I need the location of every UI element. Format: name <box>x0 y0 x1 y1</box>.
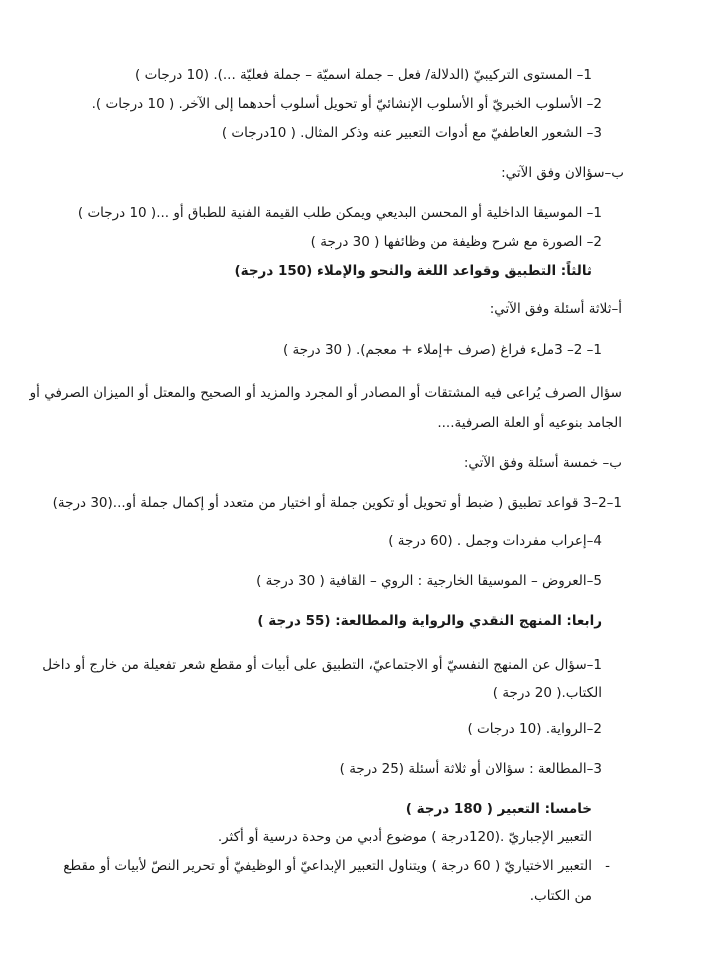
section-heading: ب–سؤالان وفق الآتي: <box>501 165 624 181</box>
text-line: 1–2–3 قواعد تطبيق ( ضبط أو تحويل أو تكوين جملة أو اختيار من متعدد أو إكمال جملة أو...(30 درجة) <box>52 495 622 511</box>
text-line: الجامد بنوعيه أو العلة الصرفية.... <box>437 415 622 431</box>
text-line: 5–العروض – الموسيقا الخارجية : الروي – القافية ( 30 درجة ) <box>256 573 602 589</box>
section-heading: ثالثاً: التطبيق وقواعد اللغة والنحو والإملاء (150 درجة) <box>234 263 592 279</box>
section-heading: أ–ثلاثة أسئلة وفق الآتي: <box>489 301 622 317</box>
text-line: 3–المطالعة : سؤالان أو ثلاثة أسئلة (25 درجة ) <box>339 761 602 777</box>
text-line: 1– الموسيقا الداخلية أو المحسن البديعي ويمكن طلب القيمة الفنية للطباق أو ...( 10 درجات ) <box>77 205 602 221</box>
text-line: التعبير الإجباريّ .(120درجة ) موضوع أدبي من وحدة درسية أو أكثر. <box>217 829 592 845</box>
text-line: 3– الشعور العاطفيّ مع أدوات التعبير عنه وذكر المثال. ( 10درجات ) <box>221 125 602 141</box>
text-line: 4–إعراب مفردات وجمل . (60 درجة ) <box>388 533 602 549</box>
section-heading: رابعا: المنهج النقدي والرواية والمطالعة: (55 درجة ) <box>257 613 602 629</box>
text-line: التعبير الاختياريّ ( 60 درجة ) ويتناول التعبير الإبداعيّ أو الوظيفيّ أو تحرير النصّ لأبيات أو مقطع <box>63 858 592 874</box>
text-line: 1–سؤال عن المنهج النفسيّ أو الاجتماعيّ، التطبيق على أبيات أو مقطع شعر تفعيلة من خارج أو داخل <box>42 657 602 673</box>
text-line: من الكتاب. <box>529 888 592 904</box>
section-heading: ب– خمسة أسئلة وفق الآتي: <box>463 455 622 471</box>
text-line: 1– المستوى التركيبيّ (الدلالة/ فعل – جملة اسميّة – جملة فعليّة ...). (10 درجات ) <box>135 67 592 83</box>
bullet: - <box>605 858 610 874</box>
text-line: 2– الأسلوب الخبريّ أو الأسلوب الإنشائيّ أو تحويل أسلوب أحدهما إلى الآخر. ( 10 درجات ). <box>91 96 602 112</box>
text-line: 1– 2– 3ملء فراغ (صرف +إملاء + معجم). ( 30 درجة ) <box>282 342 602 358</box>
text-line: الكتاب.( 20 درجة ) <box>492 685 602 701</box>
text-line: سؤال الصرف يُراعى فيه المشتقات أو المصادر أو المجرد والمزيد أو الصحيح والمعتل أو الميزان الصرفي أو <box>29 385 622 401</box>
text-line: 2– الصورة مع شرح وظيفة من وظائفها ( 30 درجة ) <box>310 234 602 250</box>
text-line: 2–الرواية. (10 درجات ) <box>467 721 602 737</box>
section-heading: خامسا: التعبير ( 180 درجة ) <box>405 801 592 817</box>
